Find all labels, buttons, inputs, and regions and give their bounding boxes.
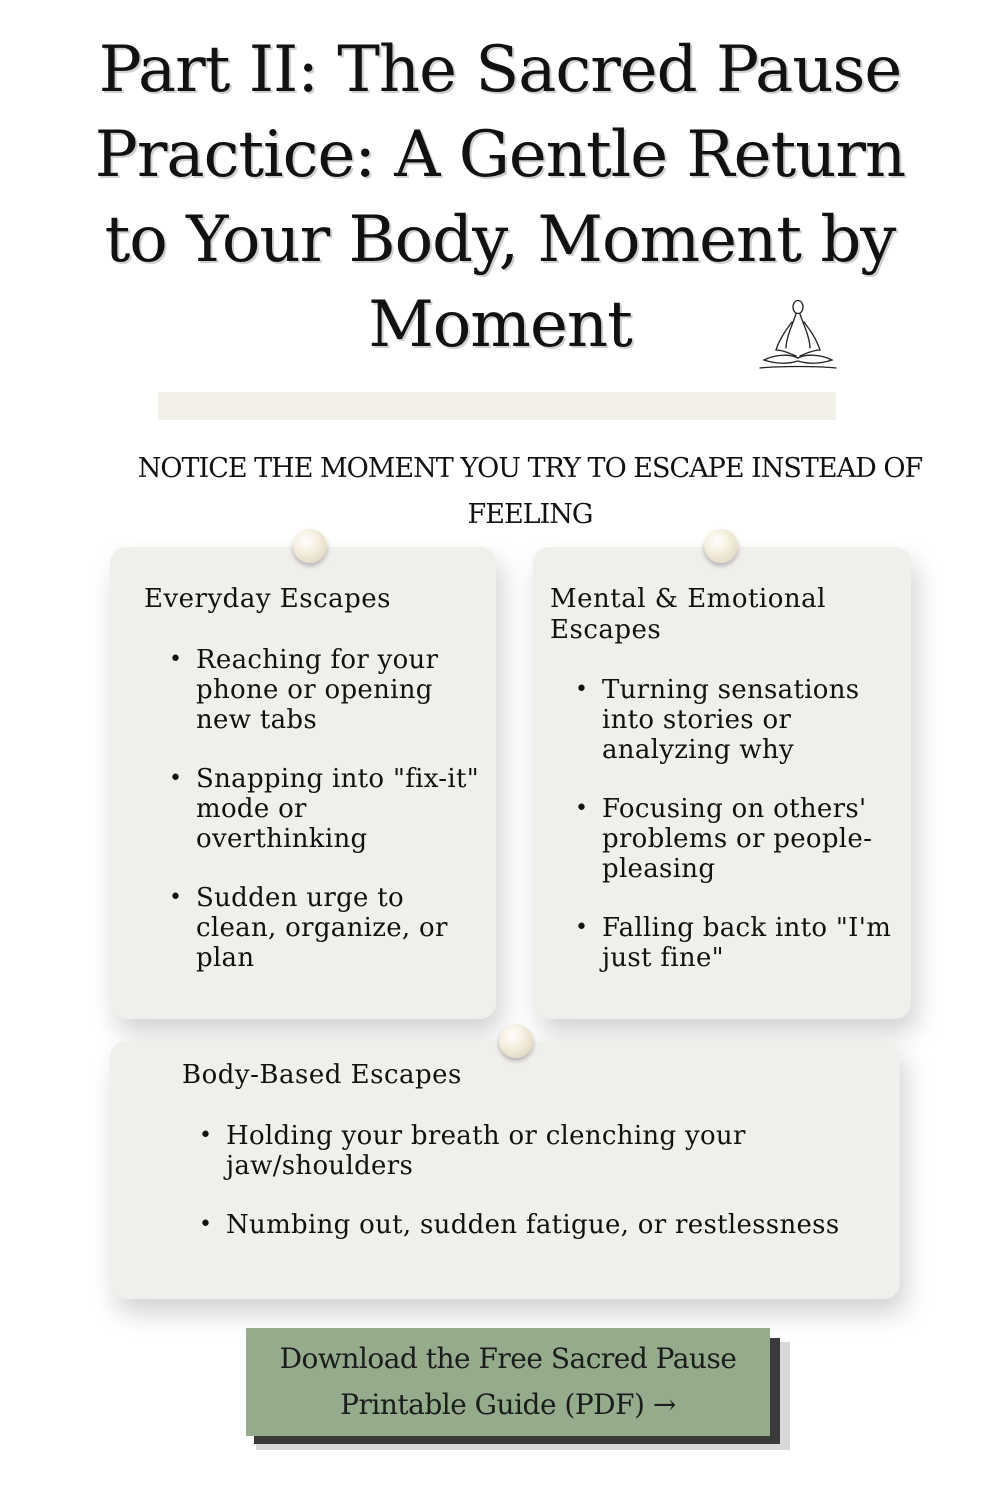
download-guide-label: Download the Free Sacred Pause Printable Guide (PDF) →: [279, 1342, 737, 1421]
card-heading: Everyday Escapes: [144, 584, 392, 614]
list-item: • Reaching for your phone or opening new tabs: [196, 645, 486, 735]
escape-list: [226, 1121, 866, 1269]
card-heading: Body-Based Escapes: [182, 1060, 462, 1090]
escape-list: [602, 675, 902, 1002]
card-everyday-escapes: [110, 547, 496, 1019]
meditation-figure-icon: [756, 298, 840, 374]
title-divider: [158, 392, 836, 420]
list-item: • Falling back into "I'm just fine": [602, 913, 902, 973]
card-heading: Mental & Emotional Escapes: [550, 584, 826, 645]
page-title: Part II: The Sacred Pause Practice: A Gentle Return to Your Body, Moment by Moment: [94, 33, 906, 362]
card-mental-emotional-escapes: [533, 547, 911, 1019]
card-body-based-escapes: [110, 1041, 900, 1299]
pushpin-icon: [499, 1024, 533, 1058]
download-guide-button[interactable]: [246, 1328, 770, 1436]
list-item: • Focusing on others' problems or people-pleasing: [602, 794, 902, 884]
section-subtitle: NOTICE THE MOMENT YOU TRY TO ESCAPE INSTEAD OF FEELING: [137, 453, 923, 530]
list-item: • Turning sensations into stories or analyzing why: [602, 675, 902, 765]
list-item: • Numbing out, sudden fatigue, or restlessness: [226, 1210, 866, 1240]
pushpin-icon: [704, 529, 738, 563]
pushpin-icon: [293, 529, 327, 563]
escape-list: [196, 645, 486, 1002]
list-item: • Snapping into "fix-it" mode or overthinking: [196, 764, 486, 854]
list-item: • Holding your breath or clenching your jaw/shoulders: [226, 1121, 866, 1181]
list-item: • Sudden urge to clean, organize, or plan: [196, 883, 486, 973]
